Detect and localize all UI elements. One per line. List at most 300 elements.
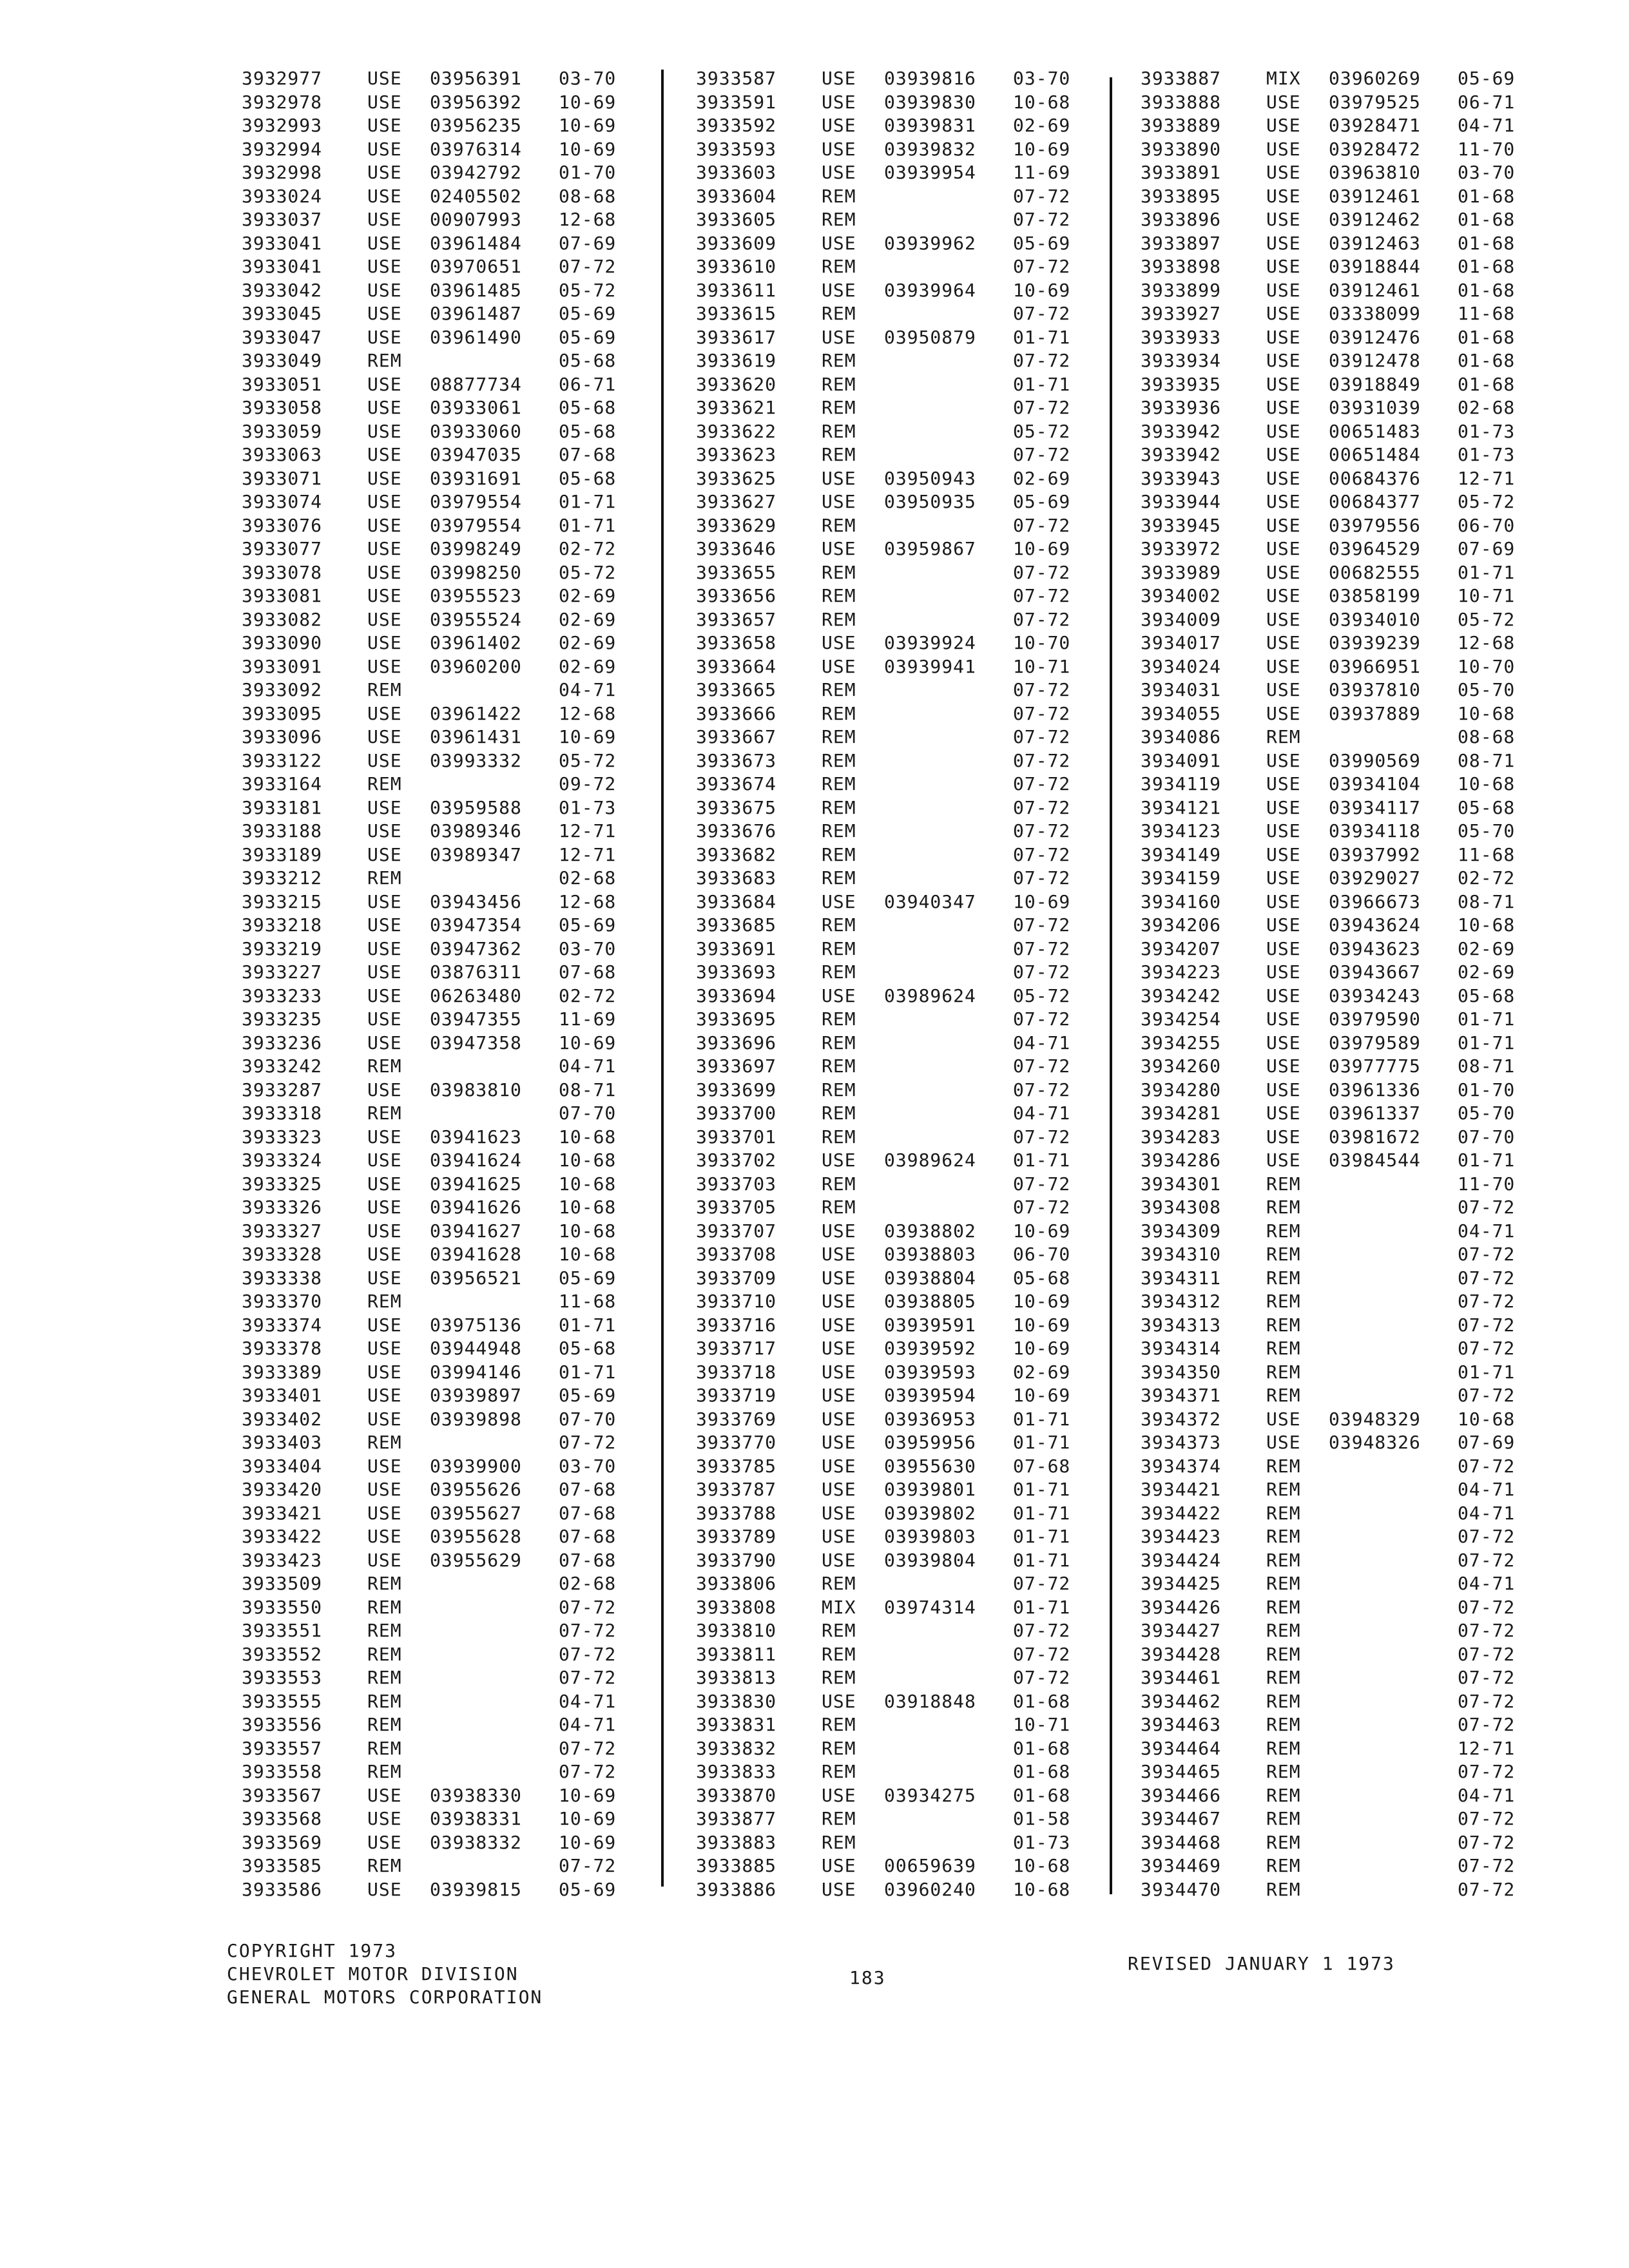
replacement-number: 03979554	[430, 514, 522, 536]
effective-date: 07-72	[1013, 1620, 1071, 1641]
parts-row	[1141, 1126, 1527, 1149]
parts-row	[696, 1267, 1083, 1291]
effective-date: 10-69	[1013, 1291, 1071, 1312]
parts-row	[696, 773, 1083, 796]
action-code: USE	[367, 1784, 402, 1806]
action-code: REM	[367, 1055, 402, 1077]
effective-date: 07-72	[1458, 1620, 1516, 1641]
effective-date: 07-69	[559, 232, 617, 254]
effective-date: 07-72	[1013, 303, 1071, 324]
part-number: 3933674	[696, 773, 777, 794]
parts-row	[242, 702, 628, 726]
parts-row	[242, 1243, 628, 1267]
part-number: 3933401	[242, 1385, 323, 1406]
parts-row	[696, 1737, 1083, 1761]
action-code: USE	[822, 279, 856, 301]
effective-date: 06-71	[559, 373, 617, 395]
replacement-number: 03979590	[1329, 1008, 1421, 1030]
action-code: REM	[1266, 1267, 1301, 1289]
action-code: USE	[822, 538, 856, 559]
parts-row	[696, 373, 1083, 397]
action-code: REM	[822, 1055, 856, 1077]
parts-row	[1141, 985, 1527, 1008]
parts-row	[1141, 1220, 1527, 1244]
part-number: 3933657	[696, 608, 777, 630]
parts-row	[696, 514, 1083, 538]
part-number: 3933610	[696, 256, 777, 277]
part-number: 3933568	[242, 1808, 323, 1829]
effective-date: 07-72	[1458, 1244, 1516, 1265]
part-number: 3933701	[696, 1126, 777, 1148]
part-number: 3934242	[1141, 985, 1222, 1006]
part-number: 3933927	[1141, 303, 1222, 324]
action-code: USE	[367, 68, 402, 89]
effective-date: 03-70	[559, 937, 617, 959]
effective-date: 01-71	[1013, 326, 1071, 348]
replacement-number: 03977775	[1329, 1055, 1421, 1077]
action-code: USE	[1266, 232, 1301, 254]
part-number: 3933943	[1141, 467, 1222, 489]
parts-row	[1141, 255, 1527, 279]
effective-date: 04-71	[1458, 1573, 1516, 1594]
part-number: 3933074	[242, 491, 323, 512]
action-code: REM	[367, 1291, 402, 1312]
replacement-number: 03876311	[430, 961, 522, 983]
part-number: 3934301	[1141, 1173, 1222, 1195]
effective-date: 07-72	[1013, 867, 1071, 889]
effective-date: 08-71	[1458, 890, 1516, 912]
part-number: 3933936	[1141, 397, 1222, 418]
replacement-number: 03912478	[1329, 350, 1421, 371]
action-code: USE	[822, 655, 856, 677]
parts-row	[1141, 185, 1527, 209]
parts-row	[1141, 161, 1527, 185]
replacement-number: 03950935	[884, 491, 976, 512]
parts-row	[696, 1784, 1083, 1808]
part-number: 3933883	[696, 1831, 777, 1853]
part-number: 3933587	[696, 68, 777, 89]
parts-row	[696, 185, 1083, 209]
replacement-number: 08877734	[430, 373, 522, 395]
part-number: 3933076	[242, 514, 323, 536]
action-code: USE	[1266, 162, 1301, 183]
action-code: REM	[1266, 1220, 1301, 1242]
effective-date: 10-68	[559, 1149, 617, 1171]
replacement-number: 03955523	[430, 585, 522, 606]
parts-row	[696, 1408, 1083, 1432]
part-number: 3933710	[696, 1291, 777, 1312]
parts-row	[242, 726, 628, 749]
replacement-number: 03934243	[1329, 985, 1421, 1006]
replacement-number: 03939804	[884, 1549, 976, 1571]
part-number: 3933700	[696, 1102, 777, 1124]
action-code: REM	[822, 1032, 856, 1053]
part-number: 3933703	[696, 1173, 777, 1195]
parts-row	[1141, 1807, 1527, 1831]
replacement-number: 03959956	[884, 1432, 976, 1453]
part-number: 3933832	[696, 1737, 777, 1759]
effective-date: 12-68	[559, 702, 617, 724]
part-number: 3933673	[696, 749, 777, 771]
parts-row	[242, 1361, 628, 1385]
parts-row	[1141, 232, 1527, 256]
effective-date: 07-72	[1013, 397, 1071, 418]
action-code: USE	[367, 726, 402, 747]
replacement-number: 03955628	[430, 1526, 522, 1547]
parts-row	[1141, 1713, 1527, 1737]
action-code: USE	[1266, 585, 1301, 606]
action-code: USE	[822, 68, 856, 89]
action-code: USE	[367, 1314, 402, 1336]
replacement-number: 03955627	[430, 1502, 522, 1524]
parts-row	[1141, 584, 1527, 608]
parts-row	[242, 1807, 628, 1831]
effective-date: 10-69	[1013, 1314, 1071, 1336]
part-number: 3933063	[242, 444, 323, 465]
action-code: REM	[822, 1196, 856, 1218]
parts-row	[1141, 1243, 1527, 1267]
action-code: USE	[822, 1526, 856, 1547]
effective-date: 07-68	[559, 1502, 617, 1524]
parts-row	[1141, 1878, 1527, 1902]
parts-row	[696, 608, 1083, 632]
action-code: REM	[822, 914, 856, 936]
action-code: REM	[1266, 1737, 1301, 1759]
action-code: REM	[822, 1714, 856, 1735]
part-number: 3933611	[696, 279, 777, 301]
part-number: 3933552	[242, 1643, 323, 1665]
replacement-number: 03937889	[1329, 702, 1421, 724]
part-number: 3933813	[696, 1667, 777, 1688]
action-code: USE	[367, 1338, 402, 1359]
replacement-number: 03956391	[430, 68, 522, 89]
part-number: 3932978	[242, 91, 323, 113]
action-code: USE	[367, 162, 402, 183]
action-code: REM	[1266, 1784, 1301, 1806]
part-number: 3933550	[242, 1596, 323, 1618]
effective-date: 07-72	[559, 256, 617, 277]
part-number: 3933770	[696, 1432, 777, 1453]
action-code: USE	[1266, 491, 1301, 512]
part-number: 3933666	[696, 702, 777, 724]
action-code: REM	[822, 726, 856, 747]
part-number: 3933890	[1141, 138, 1222, 160]
part-number: 3934017	[1141, 632, 1222, 653]
action-code: USE	[367, 1408, 402, 1430]
replacement-number: 03941627	[430, 1220, 522, 1242]
part-number: 3933164	[242, 773, 323, 794]
action-code: REM	[822, 937, 856, 959]
effective-date: 05-72	[559, 561, 617, 583]
replacement-number: 03961485	[430, 279, 522, 301]
footer-division: CHEVROLET MOTOR DIVISION	[227, 1963, 519, 1984]
effective-date: 02-69	[559, 608, 617, 630]
action-code: REM	[1266, 1620, 1301, 1641]
parts-row	[242, 1032, 628, 1055]
part-number: 3933699	[696, 1079, 777, 1100]
part-number: 3933622	[696, 420, 777, 442]
effective-date: 01-68	[1013, 1784, 1071, 1806]
action-code: REM	[822, 397, 856, 418]
part-number: 3933716	[696, 1314, 777, 1336]
action-code: USE	[822, 632, 856, 653]
action-code: USE	[1266, 749, 1301, 771]
effective-date: 02-68	[559, 867, 617, 889]
part-number: 3933625	[696, 467, 777, 489]
part-number: 3933888	[1141, 91, 1222, 113]
action-code: USE	[367, 1808, 402, 1829]
parts-row	[242, 114, 628, 138]
effective-date: 01-71	[1013, 1432, 1071, 1453]
parts-row	[1141, 1760, 1527, 1784]
parts-row	[242, 1008, 628, 1032]
part-number: 3933885	[696, 1855, 777, 1876]
effective-date: 02-68	[559, 1573, 617, 1594]
parts-row	[1141, 1737, 1527, 1761]
parts-row	[242, 1431, 628, 1455]
part-number: 3934160	[1141, 890, 1222, 912]
part-number: 3934308	[1141, 1196, 1222, 1218]
part-number: 3933081	[242, 585, 323, 606]
part-number: 3933620	[696, 373, 777, 395]
parts-row	[1141, 114, 1527, 138]
part-number: 3933808	[696, 1596, 777, 1618]
parts-row	[696, 561, 1083, 585]
effective-date: 10-68	[1458, 773, 1516, 794]
effective-date: 01-68	[1458, 350, 1516, 371]
part-number: 3934159	[1141, 867, 1222, 889]
replacement-number: 03963810	[1329, 162, 1421, 183]
part-number: 3934468	[1141, 1831, 1222, 1853]
part-number: 3933785	[696, 1455, 777, 1477]
replacement-number: 03943623	[1329, 937, 1421, 959]
parts-row	[242, 1314, 628, 1338]
replacement-number: 03939591	[884, 1314, 976, 1336]
part-number: 3934310	[1141, 1244, 1222, 1265]
action-code: USE	[1266, 632, 1301, 653]
parts-row	[696, 1525, 1083, 1549]
action-code: USE	[367, 232, 402, 254]
replacement-number: 03993332	[430, 749, 522, 771]
part-number: 3933569	[242, 1831, 323, 1853]
part-number: 3933605	[696, 209, 777, 230]
replacement-number: 03975136	[430, 1314, 522, 1336]
part-number: 3933685	[696, 914, 777, 936]
replacement-number: 03959867	[884, 538, 976, 559]
part-number: 3933806	[696, 1573, 777, 1594]
effective-date: 07-72	[1013, 961, 1071, 983]
replacement-number: 00684376	[1329, 467, 1421, 489]
action-code: USE	[1266, 1432, 1301, 1453]
part-number: 3933718	[696, 1361, 777, 1383]
replacement-number: 03939815	[430, 1878, 522, 1900]
parts-row	[696, 91, 1083, 115]
effective-date: 07-72	[1013, 256, 1071, 277]
effective-date: 04-71	[1013, 1032, 1071, 1053]
effective-date: 06-71	[1458, 91, 1516, 113]
action-code: USE	[367, 1008, 402, 1030]
effective-date: 03-70	[559, 1455, 617, 1477]
effective-date: 07-72	[1013, 1008, 1071, 1030]
parts-row	[696, 1478, 1083, 1502]
effective-date: 01-68	[1458, 279, 1516, 301]
parts-row	[696, 655, 1083, 679]
part-number: 3934421	[1141, 1479, 1222, 1500]
action-code: REM	[822, 420, 856, 442]
replacement-number: 03939239	[1329, 632, 1421, 653]
parts-row	[242, 1079, 628, 1102]
replacement-number: 00651484	[1329, 444, 1421, 465]
part-number: 3933593	[696, 138, 777, 160]
replacement-number: 03947355	[430, 1008, 522, 1030]
effective-date: 07-72	[1458, 1808, 1516, 1829]
replacement-number: 03939592	[884, 1338, 976, 1359]
replacement-number: 03939802	[884, 1502, 976, 1524]
action-code: REM	[822, 773, 856, 794]
effective-date: 01-68	[1458, 185, 1516, 207]
part-number: 3934374	[1141, 1455, 1222, 1477]
parts-row	[1141, 1337, 1527, 1361]
part-number: 3934260	[1141, 1055, 1222, 1077]
part-number: 3933897	[1141, 232, 1222, 254]
effective-date: 07-72	[1458, 1878, 1516, 1900]
part-number: 3934223	[1141, 961, 1222, 983]
action-code: USE	[367, 985, 402, 1006]
part-number: 3933676	[696, 820, 777, 841]
action-code: USE	[367, 749, 402, 771]
effective-date: 05-68	[1458, 796, 1516, 818]
parts-row	[696, 843, 1083, 867]
action-code: REM	[367, 1690, 402, 1712]
parts-row	[696, 1290, 1083, 1314]
part-number: 3934422	[1141, 1502, 1222, 1524]
parts-row	[242, 890, 628, 914]
parts-row	[242, 514, 628, 538]
parts-row	[242, 138, 628, 162]
parts-row	[696, 1596, 1083, 1620]
action-code: USE	[367, 1126, 402, 1148]
effective-date: 05-72	[559, 279, 617, 301]
action-code: REM	[822, 185, 856, 207]
effective-date: 01-71	[1013, 1526, 1071, 1547]
action-code: REM	[822, 1761, 856, 1782]
replacement-number: 03960240	[884, 1878, 976, 1900]
replacement-number: 03939941	[884, 655, 976, 677]
effective-date: 01-71	[1013, 1502, 1071, 1524]
part-number: 3932977	[242, 68, 323, 89]
part-number: 3933024	[242, 185, 323, 207]
parts-row	[242, 1572, 628, 1596]
parts-row	[696, 749, 1083, 773]
replacement-number: 03947358	[430, 1032, 522, 1053]
action-code: REM	[822, 1079, 856, 1100]
parts-row	[242, 1854, 628, 1878]
parts-row	[696, 1549, 1083, 1573]
part-number: 3932994	[242, 138, 323, 160]
parts-row	[242, 678, 628, 702]
replacement-number: 03960269	[1329, 68, 1421, 89]
effective-date: 05-69	[559, 326, 617, 348]
action-code: USE	[367, 1385, 402, 1406]
effective-date: 07-72	[1013, 773, 1071, 794]
action-code: REM	[822, 796, 856, 818]
action-code: REM	[367, 1855, 402, 1876]
part-number: 3933059	[242, 420, 323, 442]
part-number: 3934313	[1141, 1314, 1222, 1336]
action-code: USE	[1266, 867, 1301, 889]
parts-row	[696, 1643, 1083, 1667]
effective-date: 07-72	[1013, 1126, 1071, 1148]
action-code: REM	[822, 209, 856, 230]
parts-row	[242, 796, 628, 820]
part-number: 3933615	[696, 303, 777, 324]
action-code: USE	[1266, 538, 1301, 559]
action-code: USE	[822, 1385, 856, 1406]
effective-date: 02-72	[559, 985, 617, 1006]
effective-date: 07-70	[559, 1408, 617, 1430]
replacement-number: 03938802	[884, 1220, 976, 1242]
replacement-number: 03912463	[1329, 232, 1421, 254]
parts-row	[242, 467, 628, 491]
effective-date: 05-69	[559, 303, 617, 324]
effective-date: 01-68	[1458, 256, 1516, 277]
effective-date: 03-70	[1013, 68, 1071, 89]
replacement-number: 03998250	[430, 561, 522, 583]
action-code: USE	[1266, 796, 1301, 818]
part-number: 3934470	[1141, 1878, 1222, 1900]
replacement-number: 03939831	[884, 115, 976, 136]
parts-row	[696, 890, 1083, 914]
action-code: USE	[367, 961, 402, 983]
effective-date: 01-68	[1013, 1690, 1071, 1712]
replacement-number: 03912461	[1329, 185, 1421, 207]
part-number: 3933324	[242, 1149, 323, 1171]
parts-row	[1141, 867, 1527, 890]
part-number: 3933374	[242, 1314, 323, 1336]
parts-row	[696, 726, 1083, 749]
part-number: 3933972	[1141, 538, 1222, 559]
parts-row	[242, 1643, 628, 1667]
effective-date: 11-69	[559, 1008, 617, 1030]
effective-date: 01-71	[1458, 1361, 1516, 1383]
parts-row	[696, 820, 1083, 843]
replacement-number: 03970651	[430, 256, 522, 277]
parts-row	[242, 1478, 628, 1502]
part-number: 3933227	[242, 961, 323, 983]
effective-date: 07-72	[1013, 820, 1071, 841]
parts-row	[696, 985, 1083, 1008]
effective-date: 07-72	[559, 1761, 617, 1782]
action-code: USE	[367, 1244, 402, 1265]
replacement-number: 03948329	[1329, 1408, 1421, 1430]
action-code: USE	[1266, 679, 1301, 700]
parts-row	[1141, 843, 1527, 867]
part-number: 3933933	[1141, 326, 1222, 348]
part-number: 3934091	[1141, 749, 1222, 771]
effective-date: 01-68	[1458, 209, 1516, 230]
action-code: REM	[822, 1831, 856, 1853]
part-number: 3934464	[1141, 1737, 1222, 1759]
effective-date: 07-72	[559, 1596, 617, 1618]
parts-row	[696, 1831, 1083, 1855]
parts-row	[696, 232, 1083, 256]
action-code: USE	[367, 420, 402, 442]
parts-row	[1141, 1502, 1527, 1526]
action-code: USE	[822, 467, 856, 489]
part-number: 3933325	[242, 1173, 323, 1195]
parts-row	[242, 279, 628, 303]
part-number: 3933219	[242, 937, 323, 959]
